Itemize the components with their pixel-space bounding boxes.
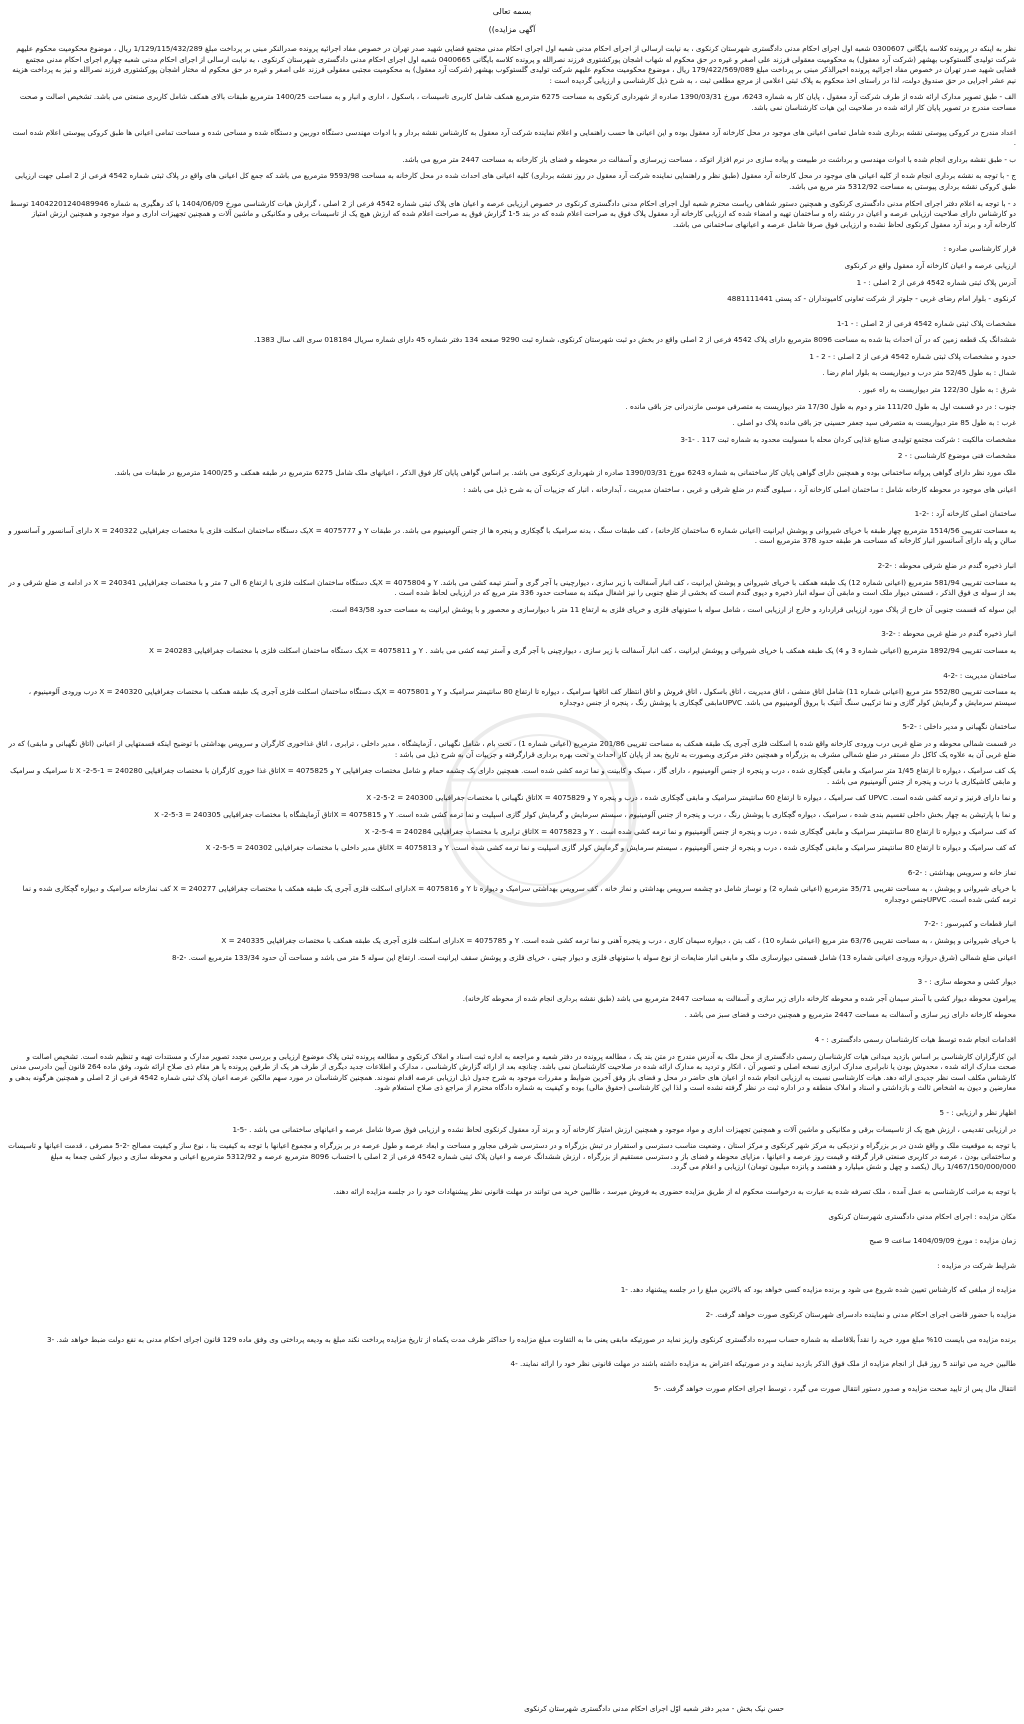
- paragraph: اعیانی های موجود در محوطه کارخانه شامل : ساختمان اصلی کارخانه آرد ، سیلوی گندم در ضلع شرقی و غربی ، ساختمان مدیریت ، آبدارخانه ، انبار که جزییات آن به شرح ذیل می باشد :: [463, 484, 1016, 494]
- paragraph: پیرامون محوطه دیوار کشی با آستر سیمان آجر شده و محوطه کارخانه دارای زیر سازی و آسفالت به مساحت 2447 مترمربع می باشد (طبق نقشه برداری انجام شده از محوطه کارخانه).: [462, 993, 1016, 1003]
- paragraph: مزایده با حضور قاضی اجرای احکام مدنی و نماینده دادسرای شهرستان کرنکوی صورت خواهد گرفت. -2: [705, 1309, 1016, 1319]
- paragraph: انبار ذخیره گندم در ضلع غربی محوطه : -2-3: [881, 629, 1016, 639]
- paragraph: مشخصات مالکیت : شرکت مجتمع تولیدی صنایع غذایی کردان محله با مسولیت محدود به شماره ثبت 117 . -1-3: [680, 434, 1016, 444]
- paragraph: برنده مزایده می بایست 10% مبلغ مورد خرید را نقداً بلافاصله به شماره حساب سپرده دادگستری کرنکوی واریز نماید در صورتیکه مابقی یعنی ما به التفاوت مبلغ مزایده را حداکثر ظرف مدت یکماه از تاریخ مزایده پرداخت نکند مبلغ به ودیعه پرداختی وی وفق ماده 129 قانون اجرای احکام مدنی به نفع دولت ضبط خواهد شد. -3: [46, 1334, 1016, 1344]
- paragraph: مشخصات فنی موضوع کارشناسی : - 2: [897, 451, 1016, 461]
- paragraph: ارزیابی عرصه و اعیان کارخانه آرد معقول واقع در کرنکوی: [844, 260, 1016, 270]
- paragraph: ملک مورد نظر دارای گواهی پروانه ساختمانی بوده و همچنین دارای گواهی پایان کار ساختمانی به شماره 6243 مورخ 1390/03/31 صادره از شهرداری کرنکوی می باشد. بر اساس گواهی پایان کار فوق الذکر ، اعیانهای ملک شامل 6275 مترمربع در طبقه همکف و 1400/25 مترمربع در طبقات می باشد.: [114, 468, 1016, 478]
- paragraph: انبار قطعات و کمپرسور : -2-7: [923, 919, 1016, 929]
- paragraph: در قسمت شمالی محوطه و در ضلع غربی درب ورودی کارخانه واقع شده با اسکلت فلزی آجری یک طبقه همکف به مساحت تقریبی 201/86 مترمربع (اعیانی شماره 1) ، تحت بام ، شامل نگهبانی ، آزمایشگاه ، مدیر داخلی ، ترابری ، اتاق غذاخوری کارگران و سرویس بهداشتی با توضیح اینکه قسمتهایی از اعیانی (اتاق نگهبانی و مابقی) که در ضلع غربی آن به علاوه یک کاکل دار مستقر در ضلع شمالی مشرف به بزرگراه و همچنین دفتر مرکزی وبصورت به تاریخ بعد از پایان کار احداث و تحت بهره برداری قرارگرفته و جزییات آن به شرح ذیل می باشد :: [8, 738, 1016, 759]
- paragraph: این کارگزاران کارشناسی بر اساس بازدید میدانی هیات کارشناسان رسمی دادگستری از محل ملک به آدرس مندرج در متن بند یک ، مطالعه پرونده در دفتر شعبه و مراجعه به اداره ثبت اسناد و املاک کرنکوی و مطالعه پرونده ثبتی پلاک موضوع ارزیابی و بررسی مجدد تصویر مدارک و مستندات تهیه و تنظیم شده است. تشخیص اصالت و صحت مدارک ارائه شده ، محدوش بودن یا نابرابری مدارک ابرازی نسخه اصلی و تصویر آن ، انکار و تردید به مدارک ارائه شده در صلاحیت کارشناسان نمی باشد. چنانچه بعد از ارائه گزارش کارشناسی ، مدارک و اطلاعات جدید دیگری از طرف هر یک از طرفین پرونده یا هر مقام ذی صلاح ارائه شود، وفق ماده 264 قانون آیین دادرسی مدنی کارشناس مکلف است نظر جدیدی ارائه دهد. هیات کارشناسی نسبت به ارزیابی انجام شده از اعیان های حاضر در محل و فضای باز وفق آخرین ضوابط و مقررات موجود به شرح جدول ذیل ارزیابی عرصه اقدام نمودند. همچنین کارشناسان در مورد سهم مالکین عرصه اعیان پلاک ثبتی شماره 4542 فرعی از 2 اصلی و همچنین هرگونه بدهی و معارضین و دیون به اشخاص ثالث و بازداشتی و اسناد و املاک منطقه و در اداره ثبت در نظر گرفته نشده است و لذا این کارشناسی (حقوق مالی) بوده و کیفیت به شماره دادگاه محترم از مراجع ذی صلاح استعلام شود.: [9, 1051, 1016, 1093]
- paragraph: الف - طبق تصویر مدارک ارائه شده از طرف شرکت آرد معقول ، پایان کار به شماره 6243، مورخ 1390/03/31 صادره از شهرداری کرنکوی به مساحت 6275 مترمربع همکف شامل کاربری تاسیسات ، باسکول ، اداری و انبار و به مساحت 1400/25 مترمربع طبقات بالای همکف شامل کاربری صنعتی می باشد. تشخیص اصالت و صحت مساحت مندرج در تصویر پایان کار ارائه شده در صلاحیت این هیات کارشناسان نمی باشد.: [19, 92, 1016, 112]
- paragraph: ساختمان مدیریت : -2-4: [943, 670, 1016, 680]
- paragraph: دیوار کشی و محوطه سازی : - 3: [917, 977, 1016, 987]
- paragraph: غرب : به طول 85 متر دیواریست به متصرفی سید جعفر حسینی جز باقی مانده پلاک دو اصلی .: [732, 418, 1016, 428]
- paragraph: به مساحت تقریبی 552/80 متر مربع (اعیانی شماره 11) شامل اتاق منشی ، اتاق مدیریت ، اتاق باسکول ، اتاق فروش و اتاق انتظار کف اتاقها سرامیک ، دیواره تا ارتفاع 80 سانتیمتر سرامیک و Y و 4075801 = Xیک دستگاه ساختمان اسکلت فلزی آجری یک طبقه همکف با مختصات جغرافیایی 240320 = X درب ورودی آلومینیوم ، سیستم سرمایش و گرمایش کولر گازی و نما ترکیبی سنگ آنتیک با بروق آلومینیوم می باشد. UPVCمابقی گچکاری با پوشش رنگ ، پنجره از جنس دوجداره: [28, 687, 1016, 707]
- paragraph: با خرپای شیروانی و پوشش ، به مساحت تقریبی 63/76 متر مربع (اعیانی شماره 10) ، کف بتن ، دیواره سیمان کاری ، درب و پنجره آهنی و نما ترمه کشی شده است. Y و 4075785 = Xدارای اسکلت فلزی آجری یک طبقه همکف با مختصات جغرافیایی 240335 = X: [221, 936, 1016, 946]
- paragraph: به مساحت تقریبی 1514/56 مترمربع چهار طبقه با خرپای شیروانی و پوشش ایرانیت (اعیانی شماره 6 ساختمان کارخانه) ، کف طبقات سنگ ، بدنه سرامیک با گچکاری و پنجره ها از جنس آلومینیوم می باشد. در طبقات Y و 4075777 = Xیک دستگاه ساختمان اسکلت فلزی با مختصات جغرافیایی 240322 = X دارای آسانسور و آسانسور و سالن و پله دارای آسانسور انبار کارخانه که مساحت هر طبقه حدود 378 مترمربع است .: [8, 525, 1016, 546]
- paragraph: و نما با پارتیشن به چهار بخش داخلی تقسیم بندی شده ، سرامیک ، دیواره گچکاری با پوشش رنگ ، درب و پنجره از جنس آلومینیوم ، سیستم سرمایش و گرمایش کولر گازی اسپلیت و نما ترمه کشی شده است. Y و 4075815 = Xاتاق آزمایشگاه با مختصات جغرافیایی 240305 = X -2-5-3: [154, 809, 1016, 819]
- paragraph: مکان مزایده : اجرای احکام مدنی دادگستری شهرستان کرنکوی: [828, 1211, 1016, 1221]
- paragraph: اعداد مندرج در کروکی پیوستی نقشه برداری شده شامل تمامی اعیانی های موجود در محل کارخانه آرد معقول بوده و این اعیانی ها حسب راهنمایی و اعلام نماینده شرکت آرد معقول به کارشناس نقشه بردار و با ادوات مهندسی دستگاه دوربین و دستگاه شده و مساحی شده و مساحت تمامی اعیانی ها طبق کروکی پیوستی اعلام شده است .: [12, 127, 1016, 148]
- signature-line: حسن نیک بخش - مدیر دفتر شعبه اوّل اجرای احکام مدنی دادگستری شهرستان کرنکوی: [524, 1704, 784, 1713]
- paragraph: با توجه به مراتب کارشناسی به عمل آمده ، ملک تصرفه شده به عبارت به درخواست محکوم له از طریق مزایده حضوری به فروش میرسد ، طالبین خرید می توانند در مهلت قانونی نظر پیشنهادات خود را در جلسه مزایده ارائه دهند.: [333, 1186, 1016, 1196]
- paragraph: ب - طبق نقشه برداری انجام شده با ادوات مهندسی و برداشت در طبیعت و پیاده سازی در نرم افزار اتوکد ، مساحت زیرسازی و آسفالت در محوطه و فضای باز کارخانه به مساحت 2447 متر مربع می باشد.: [402, 154, 1016, 164]
- paragraph: این سوله که قسمت جنوبی آن خارج از پلاک مورد ارزیابی قراردارد و خارج از ارزیابی است ، شامل سوله با ستونهای فلزی و خرپای فلزی به ارتفاع 11 متر با دیوارسازی و محصور و با پوشش ایرانیت به مساحت حدود 843/58 است.: [329, 604, 1016, 614]
- paragraph: حدود و مشخصات پلاک ثبتی شماره 4542 فرعی از 2 اصلی : - 2 - 1: [809, 351, 1016, 361]
- paragraph: در ارزیابی تقدیمی ، ارزش هیچ یک از تاسیسات برقی و مکانیکی و ماشین آلات و همچنین تجهیزات اداری و مواد موجود و همچنین ارزش امتیاز کارخانه آرد و برند آرد معقول کرنکوی لحاظ نشده و ارزیابی فوق صرفا شامل عرصه و اعیانهای ساختمانی می باشد . -5-1: [232, 1124, 1016, 1134]
- paragraph: ساختمان اصلی کارخانه آرد : -2-1: [914, 509, 1016, 519]
- paragraph: جنوب : در دو قسمت اول به طول 111/20 متر و دوم به طول 17/30 متر دیواریست به متصرفی موسی مازندرانی جز باقی مانده .: [625, 401, 1016, 411]
- paragraph: زمان مزایده : مورخ 1404/09/09 ساعت 9 صبح: [869, 1236, 1016, 1246]
- paragraph: شمال : به طول 52/45 متر درب و دیواریست به بلوار امام رضا .: [822, 368, 1016, 378]
- paragraph: کرنکوی - بلوار امام رضای غربی - جلوتر از شرکت تعاونی کامیونداران - کد پستی 4881111441: [727, 294, 1016, 304]
- paragraph: د - با توجه به اعلام دفتر اجرای احکام مدنی دادگستری کرنکوی و همچنین دستور شفاهی ریاست محترم شعبه اول اجرای احکام مدنی دادگستری کرنکوی در خصوص ارزیابی عرصه و اعیان های پلاک ثبتی شماره 4542 فرعی از 2 اصلی ، گزارش هیات کارشناسی مورخ 1404/06/09 با کد رهگیری به شماره 14042201240489946 توسط دو کارشناس دارای صلاحیت ارزیابی عرصه و اعیان در رشته راه و ساختمان تهیه و امضاء شده که ارزیابی کارخانه آرد معقول پلاک فوق به صراحت اعلام شده که در بند 5-1 گزارش فوق به صراحت اعلام شده که ارزش هیچ یک از تاسیسات برقی و مکانیکی و ماشین آلات و همچنین تجهیزات اداری و مواد موجود و همچنین ارزش امتیاز کارخانه آرد و برند آرد معقول کرنکوی لحاظ نشده و ارزیابی فوق صرفا شامل عرصه و اعیانهای ساختمانی می باشد.: [9, 198, 1016, 229]
- paragraph: نظر به اینکه در پرونده کلاسه بایگانی 0300607 شعبه اول اجرای احکام مدنی دادگستری شهرستان کرنکوی ، به نیابت ارسالی از اجرای احکام مدنی شعبه اول اجرای احکام مدنی مجتمع قضایی شهید صدر تهران در خصوص مفاد اجرائیه پرونده صدرالنکر مبنی بر پرداخت مبلغ 1/129/115/432/289 ریال ، موضوع محکومیت محکوم علیهم شرکت تولیدی گلستوکوب بهشهر (شرکت آرد معقول) به محکومیت معقولی فرزند علی اصغر و غیره در حق محکوم له شهاب اشجان پورکشتوری فرزند نصرالله و پرونده کلاسه بایگانی 0400665 شعبه اول اجرای احکام مدنی دادگستری شهرستان کرنکوی ، به نیابت ارسالی از اجرای احکام مدنی شعبه چهارم اجرای احکام مدنی مجتمع قضایی شهید صدر تهران در خصوص مفاد اجرائیه پرونده اخیرالذکر مبنی بر پرداخت مبلغ 179/422/569/089 ریال ، موضوع محکومیت محکوم علیهم شرکت تولیدی گلستوکوب بهشهر (شرکت آرد معقول) به محکومیت مجتبی معقولی فرزند علی اصغر و غیره در حق محکوم له مختار اشجان پورکشتوری فرزند نصرالله و نیز به پرداخت هزینه نیم عشر اجرایی در حق صندوق دولت، لذا در راستای اخذ محکوم به پلاک ثبتی اعلامی از مرجع مطلعی ثبت ، به شرح ذیل کارشناسی و ارزیابی گردیده است :: [12, 44, 1016, 85]
- paragraph: به مساحت تقریبی 1892/94 مترمربع (اعیانی شماره 3 و 4) یک طبقه همکف با خرپای شیروانی و پوشش ایرانیت ، کف انبار آسفالت با زیر سازی ، دیوارچینی با آجر گری و آستر تیمه کشی می باشد . Y و 4075811 = Xیک دستگاه ساختمان اسکلت فلزی با مختصات جغرافیایی 240283 = X: [149, 645, 1016, 655]
- paragraph: قرار کارشناسی صادره :: [943, 244, 1016, 254]
- paragraph: انبار ذخیره گندم در ضلع شرقی محوطه : -2-2: [877, 561, 1016, 570]
- paragraph: ساختمان نگهبانی و مدیر داخلی : -2-5: [902, 722, 1016, 732]
- paragraph: شرایط شرکت در مزایده :: [937, 1260, 1016, 1270]
- paragraph: با خرپای شیروانی و پوشش ، به مساحت تقریبی 35/71 مترمربع (اعیانی شماره 2) و نوساز شامل دو چشمه سرویس بهداشتی و نماز خانه ، کف سرویس بهداشتی سرامیک و دیواره تا Y و 4075816 = Xدارای اسکلت فلزی آجری یک طبقه همکف با مختصات جغرافیایی 240277 = X کف نمازخانه سرامیک و دیواره گچکاری شده و نما ترمه کشی شده است. UPVCجنس دوجداره: [22, 884, 1016, 904]
- paragraph: اظهار نظر و ارزیابی : - 5: [939, 1108, 1016, 1117]
- paragraph: طالبین خرید می توانند 5 روز قبل از انجام مزایده از ملک فوق الذکر بازدید نمایند و در صورتیکه اعتراض به مزایده داشته باشند در مهلت قانونی نظر خود را ارائه نمایند. -4: [510, 1359, 1016, 1369]
- document-title: آگهی مزایده)): [488, 25, 536, 34]
- paragraph: مشخصات پلاک ثبتی شماره 4542 فرعی از 2 اصلی : - 1-1: [836, 318, 1016, 328]
- bismillah-heading: بسمه تعالی: [492, 7, 532, 16]
- document-body: [8, 44, 1016, 1394]
- paragraph: انتقال مال پس از تایید صحت مزایده و صدور دستور انتقال صورت می گیرد ، توسط اجرای احکام صورت خواهد گرفت. -5: [653, 1383, 1016, 1393]
- paragraph: یک کف سرامیک ، دیواره تا ارتفاع 1/45 متر سرامیک و مابقی گچکاری شده ، درب و پنجره از جنس آلومینیوم ، دارای گاز ، سینک و کابینت و نما ترمه کشی شده است. همچنین دارای یک چشمه حمام و شامل مختصات جغرافیایی Y و 4075825 = Xاتاق غذا خوری کارگران با مختصات جغرافیایی 240280 = X -2-5-1 تا سرامیک و سرامیک و مابقی کاشیکاری با درب و پنجره از جنس آلومینیوم می باشد .: [10, 766, 1016, 786]
- paragraph: که کف سرامیک و دیواره تا ارتفاع 80 سانتیمتر سرامیک و مابقی گچکاری شده ، درب و پنجره از جنس آلومینیوم و نما ترمه کشی شده است . Y و 4075823 = Xاتاق ترابری با مختصات جغرافیایی 240284 = X -2-5-4: [364, 826, 1016, 836]
- paragraph: به مساحت تقریبی 581/94 مترمربع (اعیانی شماره 12) یک طبقه همکف با خرپای شیروانی و پوشش ایرانیت ، کف انبار آسفالت با زیر سازی ، دیوارچینی با آجر گری و آستر تیمه کشی می باشد. Y و 4075804 = Xیک دستگاه ساختمان اسکلت فلزی با ارتفاع 6 الی 7 متر و با مختصات جغرافیایی 240341 = X در ادامه ی ضلع شرقی و در بعد از سوله ی فوق الذکر ، قسمتی دیوار ملک است و مابقی آن سوله انبار ذخیره و دپوی گندم است که بخشی از ضلع جنوبی را نیز اشغال میکند به مساحت حدود 336 متر مربع که در ارزیابی لحاظ شده است .: [8, 577, 1016, 598]
- paragraph: اعیانی ضلع شمالی (شرق دروازه ورودی اعیانی شماره 13) شامل قسمتی دیوارسازی ملک و مابقی انبار ضایعات از نوع سوله با ستونهای فلزی و دیوار چینی ، خرپای فلزی و پوشش سقف ایرانیت است. ارتفاع این سوله 5 متر می باشد و مساحت آن حدود 133/34 مترمربع است. -2-8: [172, 952, 1016, 962]
- paragraph: محوطه کارخانه دارای زیر سازی و آسفالت به مساحت 2447 مترمربع و همچنین درخت و فضای سبز می باشد .: [684, 1010, 1016, 1020]
- paragraph: ششدانگ یک قطعه زمین که در آن احداث بنا شده به مساحت 8096 مترمربع دارای پلاک 4542 فرعی از 2 اصلی واقع در بخش دو ثبت شهرستان کرنکوی، شماره ثبت 9290 صفحه 134 دفتر شماره 45 دارای شماره سریال 018184 سری الف سال 1383.: [253, 335, 1016, 345]
- paragraph: ج - با توجه به نقشه برداری انجام شده از کلیه اعیانی های موجود در محل کارخانه آرد معقول (طبق نظر و راهنمایی نماینده شرکت آرد معقول در روز نقشه برداری) کلیه اعیانی های احداث شده در محل کارخانه به مساحت 9593/98 مترمربع می باشد که جمع کل اعیانی های واقع در پلاک ثبتی شماره 4542 فرعی از 2 اصلی جهت ارزیابی طبق کروکی نقشه برداری پیوستی به مساحت 5312/92 متر مربع می باشد.: [15, 171, 1016, 191]
- paragraph: آدرس پلاک ثبتی شماره 4542 فرعی از 2 اصلی : - 1: [856, 277, 1016, 287]
- paragraph: که کف سرامیک و دیواره تا ارتفاع 80 سانتیمتر سرامیک و مابقی گچکاری شده ، درب و پنجره از جنس آلومینیوم ، سیستم سرمایش و گرمایش کولر گازی اسپلیت و نما ترمه کشی شده است. Y و 4075813 = Xاتاق مدیر داخلی با مختصات جغرافیایی 240302 = X -2-5-5: [205, 843, 1016, 853]
- paragraph: شرق : به طول 122/30 متر دیواریست به راه عبور .: [858, 385, 1016, 395]
- paragraph: اقدامات انجام شده توسط هیات کارشناسان رسمی دادگستری : - 4: [814, 1035, 1016, 1045]
- paragraph: با توجه به موقعیت ملک و واقع شدن در بر بزرگراه و نزدیکی به مرکز شهر کرنکوی و مرکز استان ، وضعیت مناسب دسترسی و استقرار در تبش بزرگراه و در دسترسی شرقی مجاور و مساحت و ابعاد عرصه و طول عرصه در بر بزرگراه و مجموع اعیانها با توجه به کیفیت بنا ، نوع ساز و کیفیت مصالح -2-5 مصرفی ، قدمت اعیانها و تاسیسات و ساختمانی بودن ، عرصه در کاربری صنعتی قرار گرفته و قیمت روز عرصه و اعیانها ، مزایای محوطه و فضای باز و دسترسی مستقیم از بزرگراه ، ارزش ششدانگ عرصه و اعیان پلاک ثبتی شماره 4542 فرعی از 2 اصلی با احتساب 8096 مترمربع عرصه و 5312/92 مترمربع اعیانی و محوطه سازی و دیوار کشی جمعا به مبلغ 1/467/150/000/000 ریال (یکصد و چهل و شش میلیارد و هفتصد و پانزده میلیون تومان) ارزیابی و اعلام می گردد.: [8, 1141, 1016, 1172]
- paragraph: و نما دارای قرنیز و ترمه کشی شده است. UPVC کف سرامیک ، دیواره تا ارتفاع 60 سانتیمتر سرامیک و مابقی گچکاری شده ، درب و پنجره Y و 4075829 = Xاتاق نگهبانی با مختصات جغرافیایی 240300 = X -2-5-2: [366, 793, 1016, 803]
- paragraph: مزایده از مبلغی که کارشناس تعیین شده شروع می شود و برنده مزایده کسی خواهد بود که بالاترین مبلغ را در جلسه پیشنهاد دهد. -1: [620, 1285, 1016, 1295]
- paragraph: نماز خانه و سرویس بهداشتی : -2-6: [907, 867, 1016, 877]
